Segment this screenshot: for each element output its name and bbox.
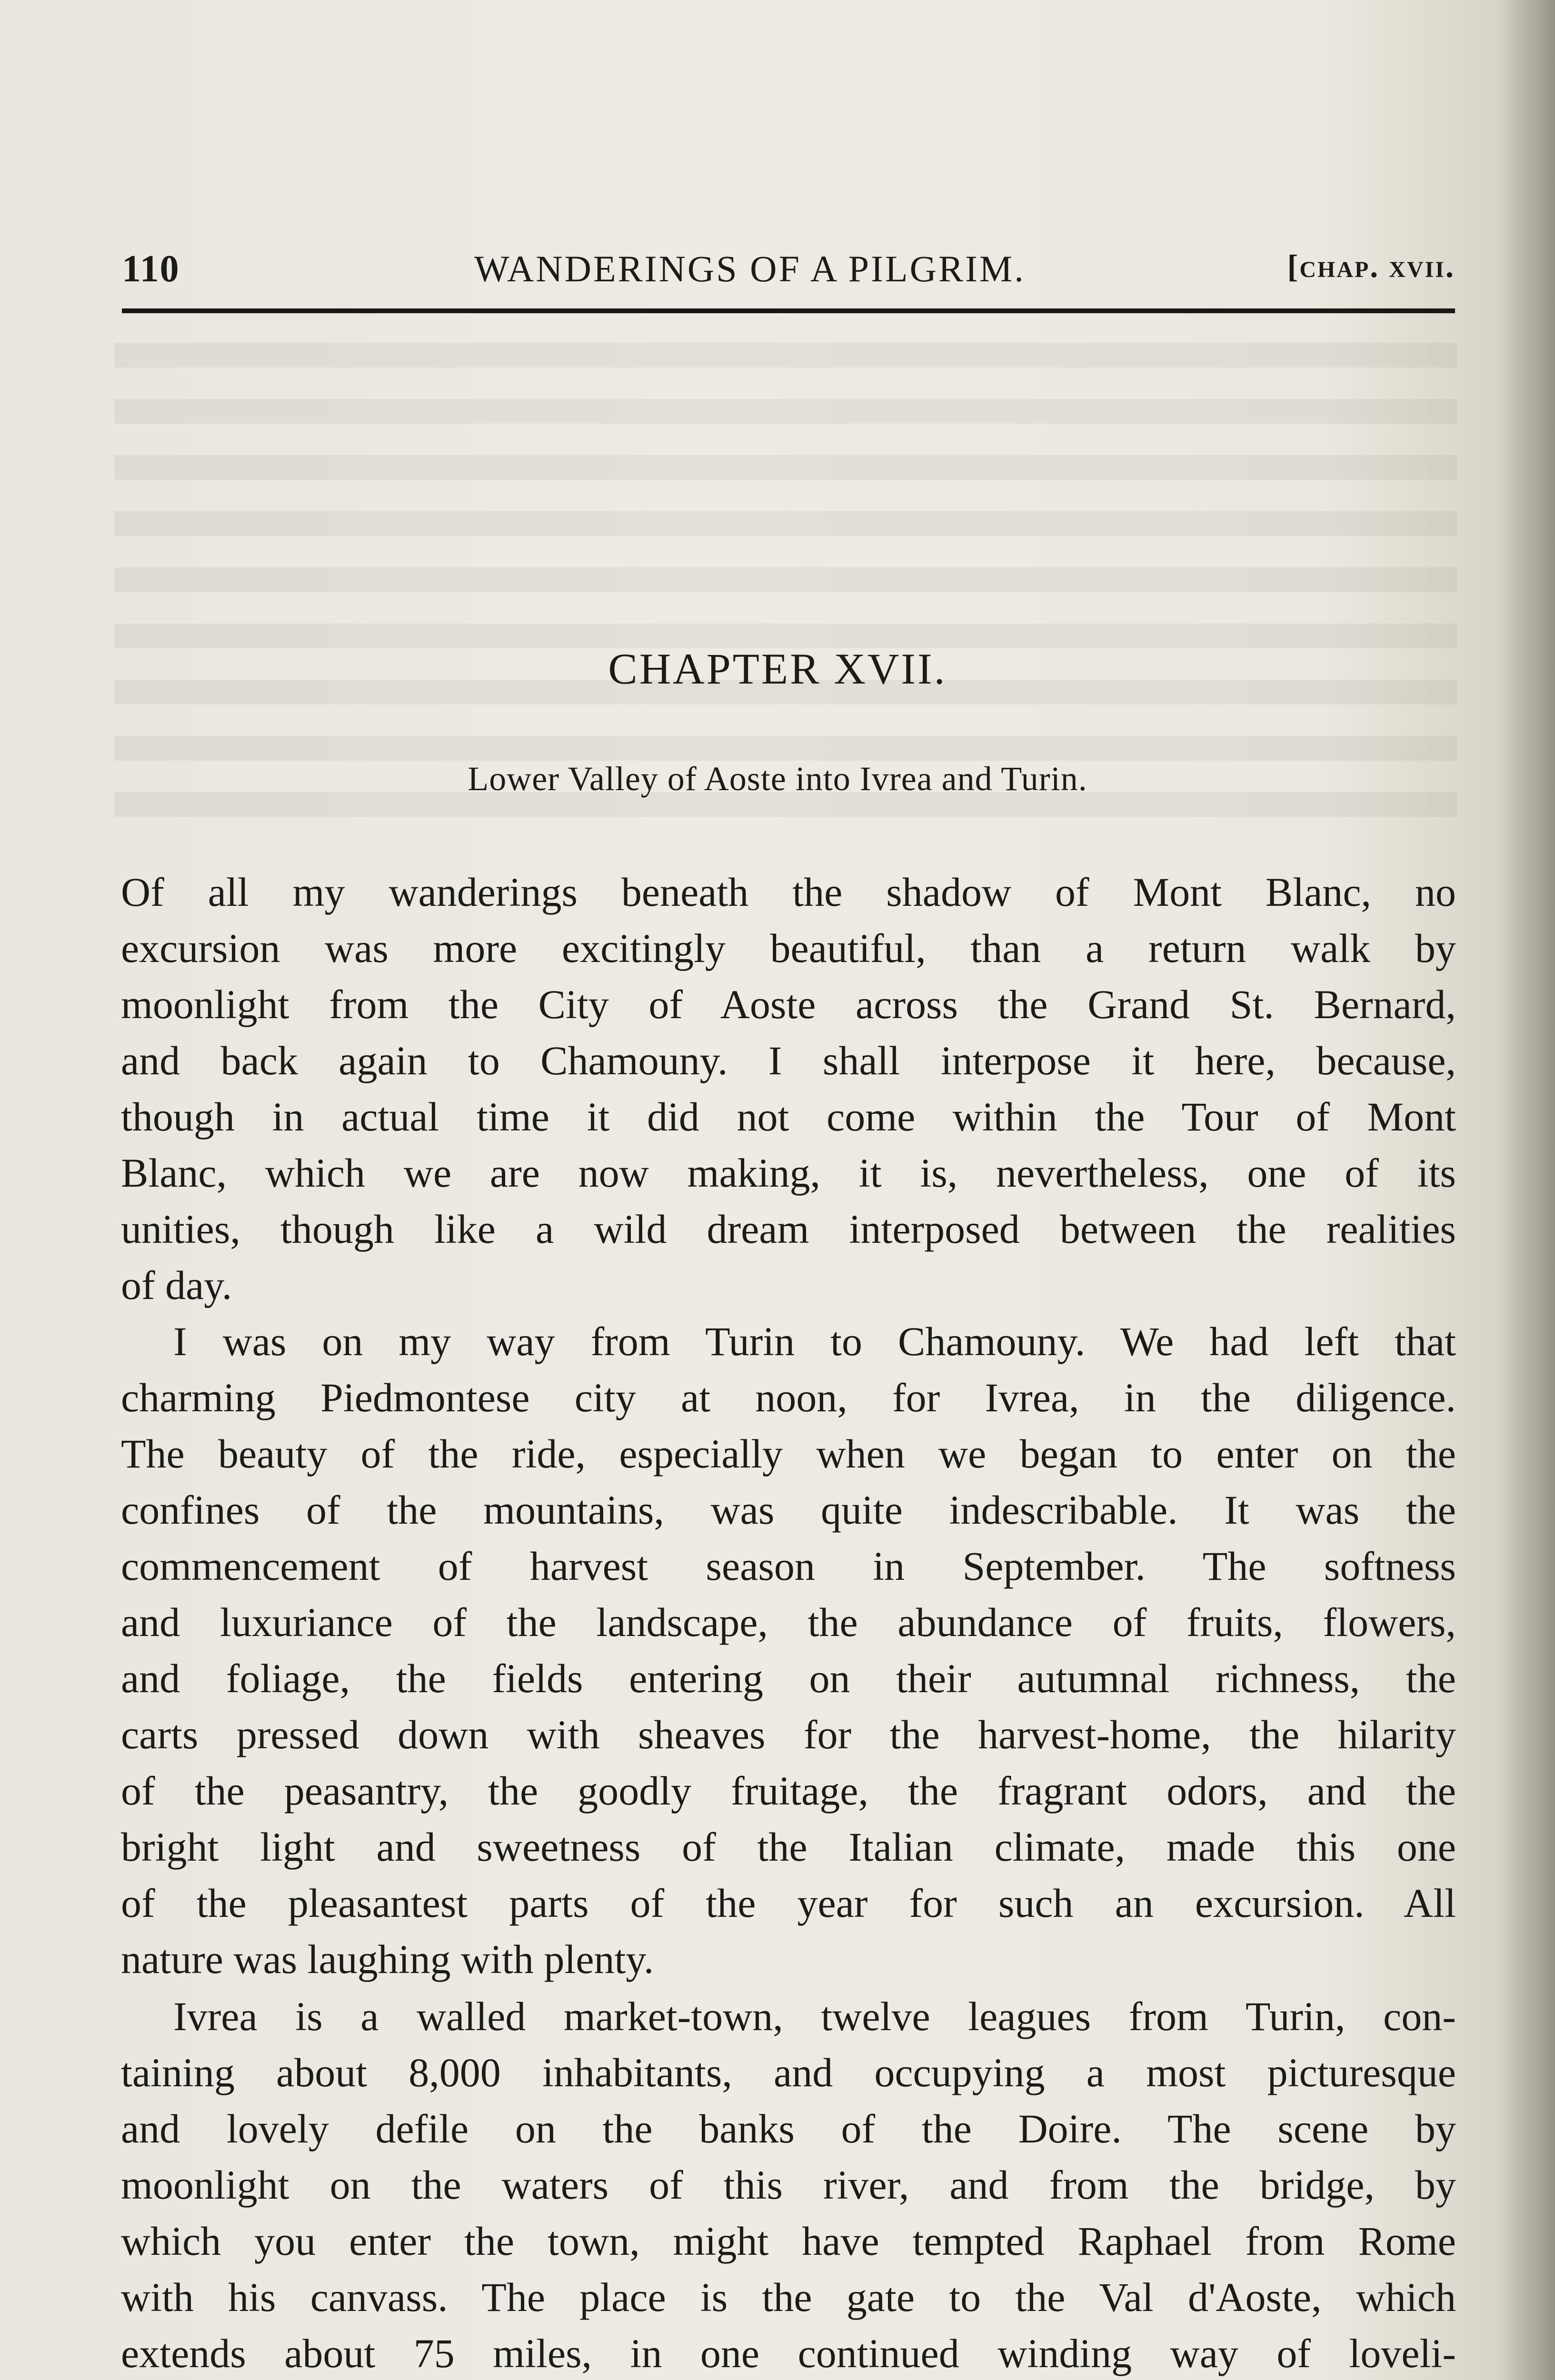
running-head-title: WANDERINGS OF A PILGRIM. (474, 248, 1026, 289)
text-line: carts pressed down with sheaves for the harvest-home, the hilarity (121, 1712, 1456, 1757)
text-line: and foliage, the fields entering on their autumnal richness, the (121, 1656, 1456, 1701)
text-line: and lovely defile on the banks of the Doire. The scene by (121, 2106, 1456, 2152)
text-line: of the peasantry, the goodly fruitage, the fragrant odors, and the (121, 1768, 1456, 1814)
text-line: of the pleasantest parts of the year for such an excursion. All (121, 1880, 1456, 1926)
page-number: 110 (122, 248, 180, 290)
text-line: moonlight on the waters of this river, and from the bridge, by (121, 2162, 1456, 2208)
text-line: and back again to Chamouny. I shall interpose it here, because, (121, 1038, 1456, 1083)
text-line: excursion was more excitingly beautiful, than a return walk by (121, 925, 1456, 971)
text-line: unities, though like a wild dream interposed between the realities (121, 1206, 1456, 1252)
text-line: charming Piedmontese city at noon, for Ivrea, in the diligence. (121, 1375, 1456, 1420)
running-header (122, 238, 1455, 290)
chapter-subtitle: Lower Valley of Aoste into Ivrea and Turin. (468, 760, 1087, 798)
text-line: The beauty of the ride, especially when we began to enter on the (121, 1431, 1456, 1477)
text-line: moonlight from the City of Aoste across the Grand St. Bernard, (121, 982, 1456, 1027)
text-line: and luxuriance of the landscape, the abundance of fruits, flowers, (121, 1599, 1456, 1645)
text-line: confines of the mountains, was quite indescribable. It was the (121, 1487, 1456, 1533)
text-line: nature was laughing with plenty. (121, 1936, 654, 1982)
text-line: commencement of harvest season in September. The softness (121, 1543, 1456, 1589)
text-line: of day. (121, 1262, 232, 1308)
header-rule (122, 308, 1455, 313)
text-line: Blanc, which we are now making, it is, nevertheless, one of its (121, 1150, 1456, 1196)
text-line: taining about 8,000 inhabitants, and occupying a most picturesque (121, 2050, 1456, 2095)
text-line: which you enter the town, might have tempted Raphael from Rome (121, 2218, 1456, 2264)
text-line: Ivrea is a walled market-town, twelve leagues from Turin, con- (173, 1993, 1456, 2039)
text-line: extends about 75 miles, in one continued winding way of loveli- (121, 2330, 1456, 2376)
text-line: bright light and sweetness of the Italian climate, made this one (121, 1824, 1456, 1870)
text-line: Of all my wanderings beneath the shadow of Mont Blanc, no (121, 869, 1456, 915)
chapter-title: CHAPTER XVII. (608, 645, 947, 693)
text-line: though in actual time it did not come within the Tour of Mont (121, 1094, 1456, 1140)
chapter-reference: [chap. xvii. (1287, 248, 1455, 284)
text-line: I was on my way from Turin to Chamouny. We had left that (173, 1319, 1456, 1364)
text-line: with his canvass. The place is the gate to the Val d'Aoste, which (121, 2274, 1456, 2320)
page-edge-shadow (1503, 0, 1555, 2380)
